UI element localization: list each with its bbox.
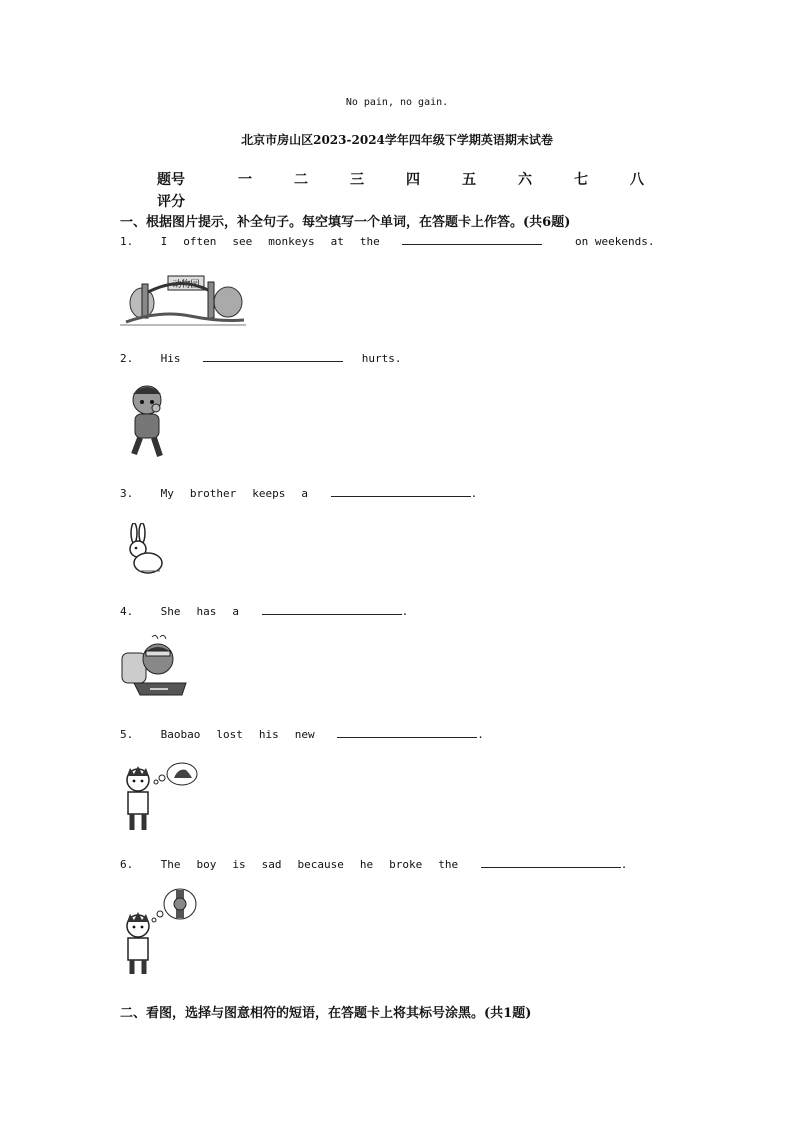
question-4: 4. She has a . [120,605,409,618]
answer-blank-3[interactable] [331,485,471,497]
boy-thinking-cap-icon [120,762,200,834]
question-3: 3. My brother keeps a . [120,487,478,500]
section-1-heading: 一、根据图片提示，补全句子。每空填写一个单词，在答题卡上作答。(共6题) [120,215,571,230]
answer-blank-6[interactable] [481,856,621,868]
score-row-label: 评分 [157,194,185,210]
score-row-score [157,190,677,212]
question-6: 6. The boy is sad because he broke the . [120,858,628,871]
zoo-gate-icon [120,270,246,328]
score-col-5: 五 [462,172,476,188]
score-row-question-number [157,168,677,190]
page-title: 北京市房山区2023-2024学年四年级下学期英语期末试卷 [241,133,553,147]
score-col-1: 一 [238,172,252,188]
motto: No pain, no gain. [345,97,449,108]
question-2: 2. His hurts. [120,352,402,365]
section-2-heading: 二、看图，选择与图意相符的短语，在答题卡上将其标号涂黑。(共1题) [120,1006,532,1021]
score-col-7: 七 [574,172,588,188]
answer-blank-4[interactable] [262,603,402,615]
score-col-8: 八 [630,172,644,188]
question-5: 5. Baobao lost his new . [120,728,484,741]
score-row-label: 题号 [157,172,185,188]
score-col-2: 二 [294,172,308,188]
answer-blank-1[interactable] [402,233,542,245]
score-col-3: 三 [350,172,364,188]
svg-text:动物园: 动物园 [172,280,200,290]
score-col-4: 四 [406,172,420,188]
score-table [157,168,677,212]
boy-toothache-icon [120,382,170,460]
score-col-6: 六 [518,172,532,188]
question-1: 1. I often see monkeys at the on weekends. [120,235,655,248]
boy-thinking-watch-icon [120,888,200,978]
answer-blank-2[interactable] [203,350,343,362]
rabbit-icon [120,523,166,577]
answer-blank-5[interactable] [337,726,477,738]
sick-girl-in-bed-icon [120,633,190,701]
